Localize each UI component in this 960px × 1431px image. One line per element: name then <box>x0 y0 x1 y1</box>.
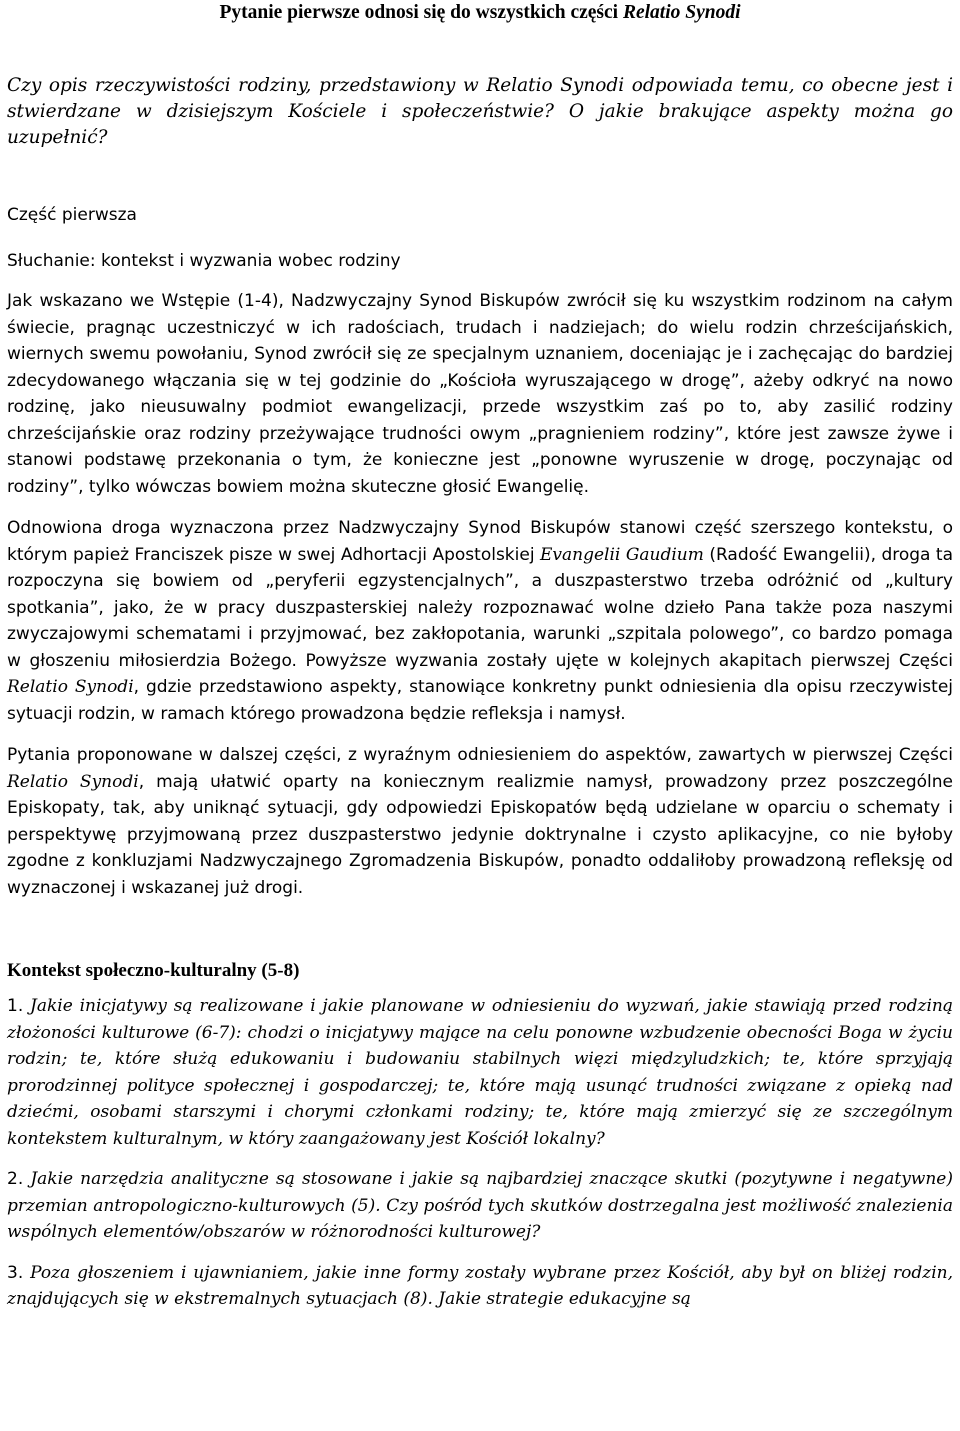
question-text: Poza głoszeniem i ujawnianiem, jakie inne formy zostały wybrane przez Kościół, aby był on bliżej rodzin, znajdujących się w ekstremalnych sytuacjach (8). Jakie strategie edukacyjne są <box>7 1262 953 1309</box>
question-number: 2. <box>7 1169 24 1189</box>
paragraph-1: Jak wskazano we Wstępie (1-4), Nadzwyczajny Synod Biskupów zwrócił się ku wszystkim rodzinom na całym świecie, pragnąc uczestniczyć w ich radościach, trudach i nadziejach; do wielu rodzin chrześcijańskich, wiernych swemu powołaniu, Synod zwrócił się ze specjalnym uznaniem, doceniając je i zachęcając do bardziej zdecydowanego włączania się w tej godzinie do „Kościoła wyruszającego w drogę”, ażeby odkryć na nowo rodzinę, jako nieusuwalny podmiot ewangelizacji, przede wszystkim zaś po to, aby zasilić rodziny chrześcijańskie oraz rodziny przeżywające trudności owym „pragnieniem rodziny”, które jest zawsze żywe i stanowi podstawę przekonania o tym, że konieczne jest „ponowne wyruszenie w drogę, poczynając od rodziny”, tylko wówczas bowiem można skuteczne głosić Ewangelię. <box>7 291 953 497</box>
p2-part-a: Odnowiona droga wyznaczona przez Nadzwyczajny Synod Biskupów stanowi część szerszego kontekstu, o którym papież Franciszek pisze w swej Adhortacji Apostolskiej <box>7 518 953 565</box>
question-text: Jakie inicjatywy są realizowane i jakie planowane w odniesieniu do wyzwań, jakie stawiają przed rodziną złożoności kulturowe (6-7): chodzi o inicjatywy mające na celu ponowne wzbudzenie obecności Boga w życiu rodzin; te, które służą edukowaniu i budowaniu stabilnych więzi międzyludzkich; te, które sprzyjają prorodzinnej polityce społecznej i gospodarczej; te, które mają usunąć trudności związane z opieką nad dziećmi, osobami starszymi i chorymi członkami rodziny; te, które mają zmierzyć się ze szczególnym kontekstem kulturalnym, w który zaangażowany jest Kościół lokalny? <box>7 996 954 1149</box>
title-italic: Relatio Synodi <box>622 2 741 23</box>
page-title <box>7 0 953 25</box>
intro-question: Czy opis rzeczywistości rodziny, przedstawiony w Relatio Synodi odpowiada temu, co obecne jest i stwierdzane w dzisiejszym Kościele i społeczeństwie? O jakie brakujące aspekty można go uzupełnić? <box>7 75 953 148</box>
question-1 <box>7 993 953 1152</box>
question-text: Jakie narzędzia analityczne są stosowane i jakie są najbardziej znaczące skutki (pozytywne i negatywne) przemian antropologiczno-kulturowych (5). Czy pośród tych skutków dostrzegalna jest możliwość znalezienia wspólnych elementów/obszarów w różnorodności kulturowej? <box>7 1169 953 1242</box>
p3-italic: Relatio Synodi <box>7 771 139 792</box>
question-3 <box>7 1260 953 1313</box>
question-number: 3. <box>7 1262 24 1283</box>
p2-part-b: (Radość Ewangelii), droga ta rozpoczyna się bowiem od „peryferii egzystencjalnych”, a duszpasterstwo trzeba odróżnić od „kultury spotkania”, jako, że w pracy duszpasterskiej należy rozpoznawać wolne dzieło Pana także poza naszymi zwyczajowymi schematami i przyjmować, bez zakłopotania, warunki „szpitala polowego”, co bardzo pomaga w głoszeniu miłosierdzia Bożego. Powyższe wyzwania zostały ujęte w kolejnych akapitach pierwszej Części <box>7 544 954 671</box>
sub-heading: Słuchanie: kontekst i wyzwania wobec rodziny <box>7 251 401 271</box>
paragraph-2 <box>7 515 953 727</box>
p3-part-b: , mają ułatwić oparty na koniecznym realizmie namysł, prowadzony przez poszczególne Episkopaty, tak, aby uniknąć sytuacji, gdy odpowiedzi Episkopatów będą udzielane w oparciu o schematy i perspektywę przyjmowaną przez duszpasterstwo jedynie doktrynalne i czysto aplikacyjne, co nie byłoby zgodne z konkluzjami Nadzwyczajnego Zgromadzenia Biskupów, ponadto oddaliłoby prowadzoną refleksję od wyznaczonej i wskazanej już drogi. <box>7 771 954 898</box>
section-heading: Kontekst społeczno-kulturalny (5-8) <box>7 960 300 981</box>
p2-italic-2: Relatio Synodi <box>7 677 134 697</box>
question-2 <box>7 1166 953 1246</box>
p3-part-a: Pytania proponowane w dalszej części, z wyraźnym odniesieniem do aspektów, zawartych w pierwszej Części <box>7 745 953 765</box>
question-number: 1. <box>7 996 24 1016</box>
title-text: Pytanie pierwsze odnosi się do wszystkich części <box>219 2 623 23</box>
p2-part-c: , gdzie przedstawiono aspekty, stanowiące konkretny punkt odniesienia dla opisu rzeczywistej sytuacji rodzin, w ramach którego prowadzona będzie refleksja i namysł. <box>7 677 953 724</box>
p2-italic-1: Evangelii Gaudium <box>540 544 704 565</box>
part-heading: Część pierwsza <box>7 205 137 225</box>
paragraph-3 <box>7 742 953 901</box>
